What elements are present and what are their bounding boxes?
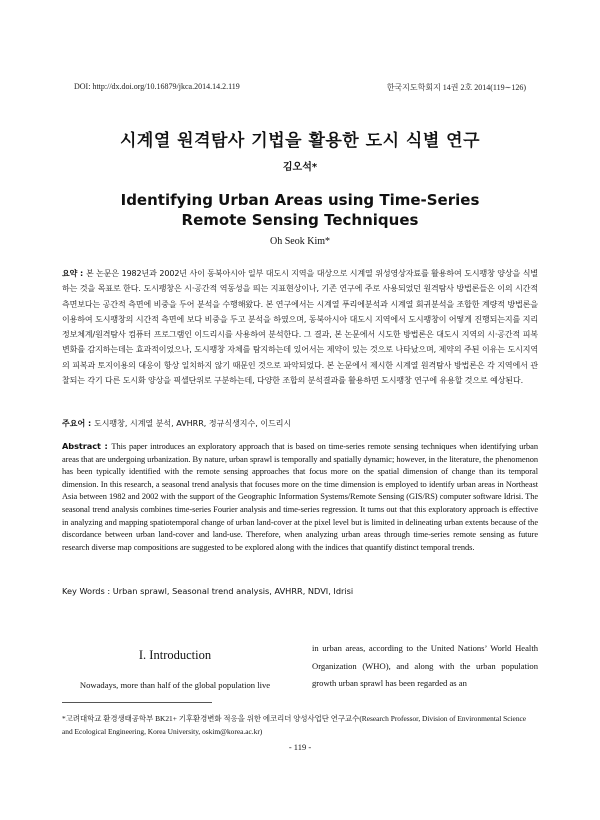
keywords-korean <box>62 418 538 429</box>
keywords-korean-label: 주요어 : <box>62 419 94 428</box>
title-korean: 시계열 원격탐사 기법을 활용한 도시 식별 연구 <box>119 131 481 151</box>
abstract-english <box>62 440 538 554</box>
abstract-korean-text: 본 논문은 1982년과 2002년 사이 동북아시아 일부 대도시 지역을 대상으로 시계열 위성영상자료를 활용하여 도시팽창 양상을 식별하는 것을 목표로 한다. 도시팽창은 시·공간적 역동성을 띄는 지표현상이나, 기존 연구에 주로 사용되었던 원격탐사 방법론들은 이의 시간적 측면보다는 공간적 측면에 비중을 두어 분석을 수행해왔다. 본 연구에서는 시계열 푸리에분석과 시계열 회귀분석을 조합한 계량적 방법론을 이용하여 도시팽창의 시간적 측면에 보다 비중을 두고 분석을 하였으며, 동북아시아 대도시 지역에서 도시팽창이 어떻게 진행되는지를 지리정보체계/원격탐사 컴퓨터 프로그램인 이드리시를 사용하여 분석한다. 그 결과, 본 논문에서 시도한 방법론은 대도시 지역의 시·공간적 피복변화를 감지하는데는 효과적이었으나, 도시팽창 자체를 탐지하는데 있어서는 제약이 있는 것으로 나타났으며, 제약의 주된 이유는 도시지역의 피복과 토지이용의 대응이 항상 일치하지 않기 때문인 것으로 파악되었다. 본 논문에서 제시한 시계열 원격탐사 방법론은 각 지역에서 관찰되는 각기 다른 도시화 양상을 픽셀단위로 구분하는데, 다양한 조합의 분석결과를 활용하면 도시팽창 연구에 유용할 것으로 예상된다. <box>62 269 538 386</box>
footnote-divider <box>62 702 212 703</box>
author-korean: 김오석* <box>282 162 318 173</box>
author-english: Oh Seok Kim* <box>270 236 330 247</box>
title-english: Identifying Urban Areas using Time-Series Remote Sensing Techniques <box>120 191 480 229</box>
doi-link[interactable]: DOI: http://dx.doi.org/10.16879/jkca.2014.14.2.119 <box>74 82 240 91</box>
section-heading: I. Introduction <box>138 648 212 662</box>
abstract-korean-label: 요약 : <box>62 269 86 278</box>
keywords-korean-text: 도시팽창, 시계열 분석, AVHRR, 정규식생지수, 이드리시 <box>93 419 292 428</box>
keywords-english: Key Words : Urban sprawl, Seasonal trend analysis, AVHRR, NDVI, Idrisi <box>62 586 354 596</box>
running-header <box>74 82 526 96</box>
abstract-english-label: Abstract : <box>62 441 112 451</box>
abstract-korean <box>62 266 538 388</box>
journal-citation: 한국지도학회지 14권 2호 2014(119∼126) <box>386 83 526 92</box>
footnote: *고려대학교 환경생태공학부 BK21+ 기후환경변화 적응을 위한 에코리더 양성사업단 연구교수(Research Professor, Division of Environmental Science and Ecological Engineering, Korea University, oskim@korea.ac.kr) <box>62 714 527 736</box>
intro-text-left: Nowadays, more than half of the global population live <box>79 680 271 690</box>
left-column <box>62 640 288 693</box>
intro-text-right: in urban areas, according to the United Nations’ World Health Organization (WHO), and along with the urban population growth urban sprawl has been regarded as an <box>312 643 538 688</box>
abstract-english-text: This paper introduces an exploratory approach that is based on time-series remote sensing techniques when identifying urban areas that are undergoing urbanization. By nature, urban sprawl is temporally and spatially dynamic; however, in the literature, the phenomenon has been typically identified with the remote sensing approaches that focus more on the spatial dimension of change than its temporal dimension. In this research, a seasonal trend analysis that focuses more on the time dimension is employed to identify urban areas in Northeast Asia between 1982 and 2002 with the support of the Geographic Information Systems/Remote Sensing (GIS/RS) computer software Idrisi. The seasonal trend analysis combines time-series Fourier analysis and time-series regression. It turns out that this exploratory approach is effective in analyzing and mapping spatiotemporal change of urban land-cover at the pixel level but is limited in delineating urban extents because of the discordance between urban land-cover and land-use. Therefore, when analyzing urban areas through time-series remote sensing as future research diverse map compositions are suggested to be explored along with the indices that quantify distinct temporal trends. <box>62 442 538 552</box>
page-number: - 119 - <box>288 742 312 752</box>
